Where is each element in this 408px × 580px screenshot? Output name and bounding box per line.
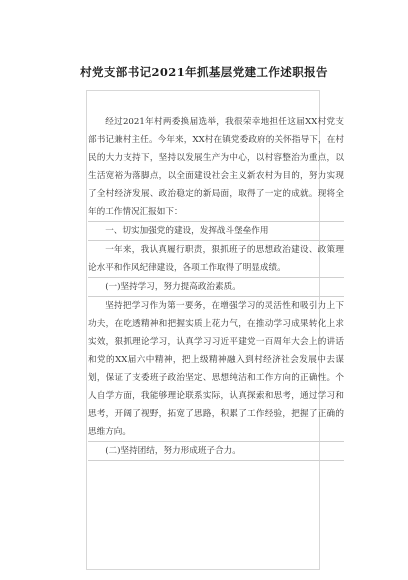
section-1-paragraph: 一年来，我认真履行职责，狠抓班子的思想政治建设、政策理论水平和作风纪律建设，各项工作取得了明显成绩。 — [88, 245, 344, 273]
document-title: 村党支部书记2021年抓基层党建工作述职报告 — [80, 65, 328, 79]
document-body — [88, 113, 344, 461]
subsection-1-paragraph: 坚持把学习作为第一要务，在增强学习的灵活性和吸引力上下功夫，在吃透精神和把握实质上花力气，在推动学习成果转化上求实效，狠抓理论学习，认真学习习近平建党一百周年大会上的讲话和党的XX届六中精神，把上级精神融入到村经济社会发展中去谋划，保证了支委班子政治坚定、思想纯洁和工作方向的正确性。个人自学方面，我能够理论联系实际，认真探索和思考，通过学习和思考，开阔了视野，拓宽了思路，积累了工作经验，把握了正确的思维方向。 — [88, 301, 344, 437]
intro-paragraph: 经过2021年村两委换届选举，我很荣幸地担任这届XX村党支部书记兼村主任。今年来，XX村在镇党委政府的关怀指导下，在村民的大力支持下，坚持以发展生产为中心，以村容整治为重点，以生活宽裕为落脚点，以全面建设社会主义新农村为目的，努力实现了全村经济发展、政治稳定的新局面，取得了一定的成就。现将全年的工作情况汇报如下： — [88, 117, 344, 217]
divider — [88, 460, 344, 461]
section-heading-1: 一、切实加强党的建设，发挥战斗堡垒作用 — [105, 226, 269, 236]
subsection-heading-2: (二)坚持团结，努力形成班子合力。 — [105, 446, 241, 456]
subsection-heading-1: (一)坚持学习，努力提高政治素质。 — [105, 282, 241, 292]
